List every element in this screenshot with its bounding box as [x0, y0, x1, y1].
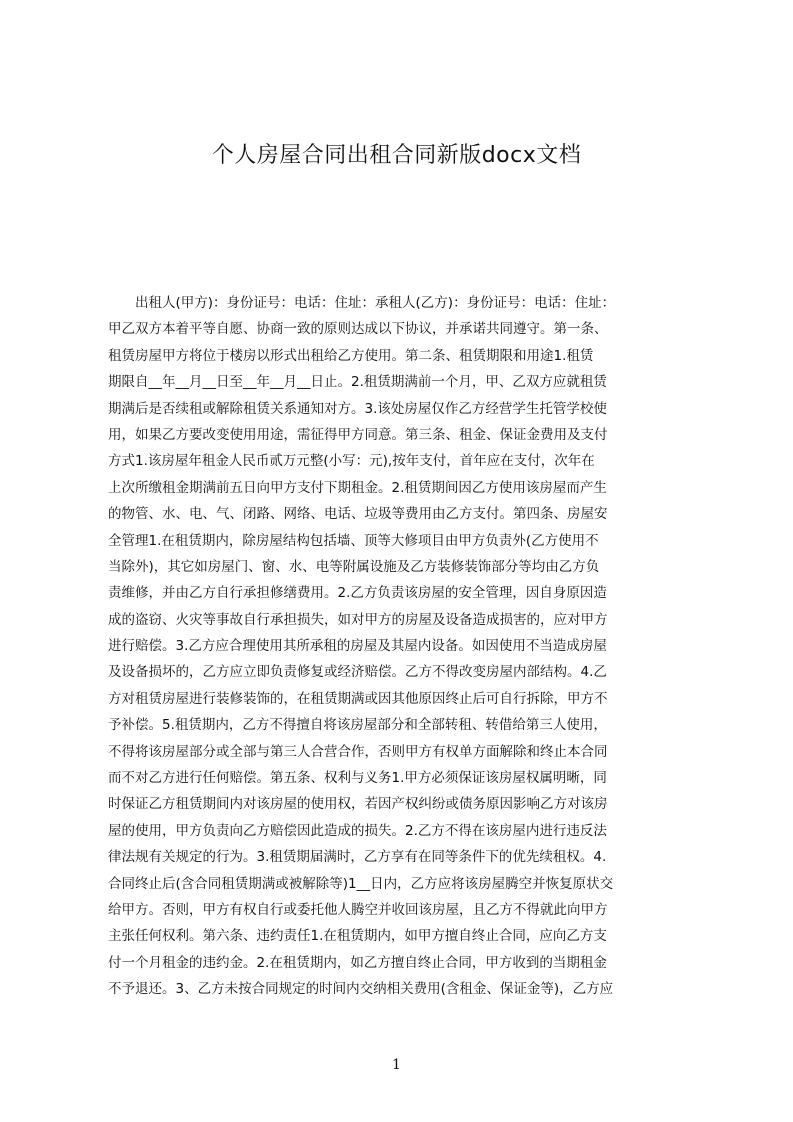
body-line: 当除外)，其它如房屋门、窗、水、电等附属设施及乙方装修装饰部分等均由乙方负: [108, 558, 600, 575]
body-line: 的物管、水、电、气、闭路、网络、电话、垃圾等费用由乙方支付。第四条、房屋安: [108, 506, 608, 523]
body-line: 给甲方。否则，甲方有权自行或委托他人腾空并收回该房屋，且乙方不得就此向甲方: [108, 901, 608, 918]
body-line: 用，如果乙方要改变使用用途，需征得甲方同意。第三条、租金、保证金费用及支付: [108, 426, 608, 443]
body-line: 不得将该房屋部分或全部与第三人合营合作，否则甲方有权单方面解除和终止本合同: [108, 743, 608, 760]
body-line: 律法规有关规定的行为。3.租赁期届满时，乙方享有在同等条件下的优先续租权。4.: [108, 849, 607, 866]
body-line: 及设备损坏的，乙方应立即负责修复或经济赔偿。乙方不得改变房屋内部结构。4.乙: [108, 664, 607, 681]
body-line: 进行赔偿。3.乙方应合理使用其所承租的房屋及其屋内设备。如因使用不当造成房屋: [108, 638, 607, 655]
body-line: 方式1.该房屋年租金人民币贰万元整(小写：元),按年支付，首年应在支付，次年在: [108, 453, 595, 470]
body-line: 予补偿。5.租赁期内，乙方不得擅自将该房屋部分和全部转租、转借给第三人使用，: [108, 717, 607, 734]
body-line: 期限自__年__月__日至__年__月__日止。2.租赁期满前一个月，甲、乙双方应就租赁: [108, 374, 607, 391]
body-line: 付一个月租金的违约金。2.在租赁期内，如乙方擅自终止合同，甲方收到的当期租金: [108, 954, 607, 971]
page-number: 1: [392, 1057, 401, 1073]
body-line: 而不对乙方进行任何赔偿。第五条、权利与义务1.甲方必须保证该房屋权属明晰，同: [108, 770, 607, 787]
body-line: 主张任何权利。第六条、违约责任1.在租赁期内，如甲方擅自终止合同，应向乙方支: [108, 928, 607, 945]
body-line: 出租人(甲方)：身份证号：电话：住址：承租人(乙方)：身份证号：电话：住址：: [108, 295, 616, 311]
body-line: 方对租赁房屋进行装修装饰的，在租赁期满或因其他原因终止后可自行拆除，甲方不: [108, 690, 608, 707]
body-line: 时保证乙方租赁期间内对该房屋的使用权，若因产权纠纷或债务原因影响乙方对该房: [108, 796, 608, 813]
body-line: 上次所缴租金期满前五日向甲方支付下期租金。2.租赁期间因乙方使用该房屋而产生: [108, 479, 607, 496]
body-line: 屋的使用，甲方负责向乙方赔偿因此造成的损失。2.乙方不得在该房屋内进行违反法: [108, 822, 607, 839]
body-line: 租赁房屋甲方将位于楼房以形式出租给乙方使用。第二条、租赁期限和用途1.租赁: [108, 347, 594, 364]
body-line: 责维修，并由乙方自行承担修缮费用。2.乙方负责该房屋的安全管理，因自身原因造: [108, 585, 607, 602]
contract-body: [108, 290, 698, 998]
page-title: 个人房屋合同出租合同新版docx文档: [211, 143, 582, 168]
body-line: 成的盗窃、火灾等事故自行承担损失，如对甲方的房屋及设备造成损害的，应对甲方: [108, 611, 608, 628]
body-line: 不予退还。3、乙方未按合同规定的时间内交纳相关费用(含租金、保证金等)，乙方应: [108, 981, 614, 998]
body-line: 期满后是否续租或解除租赁关系通知对方。3.该处房屋仅作乙方经营学生托管学校使: [108, 400, 607, 417]
body-line: 甲乙双方本着平等自愿、协商一致的原则达成以下协议，并承诺共同遵守。第一条、: [108, 321, 608, 338]
body-line: 合同终止后(含合同租赁期满或被解除等)1__日内，乙方应将该房屋腾空并恢复原状交: [108, 875, 614, 892]
body-line: 全管理1.在租赁期内，除房屋结构包括墙、顶等大修项目由甲方负责外(乙方使用不: [108, 532, 599, 549]
